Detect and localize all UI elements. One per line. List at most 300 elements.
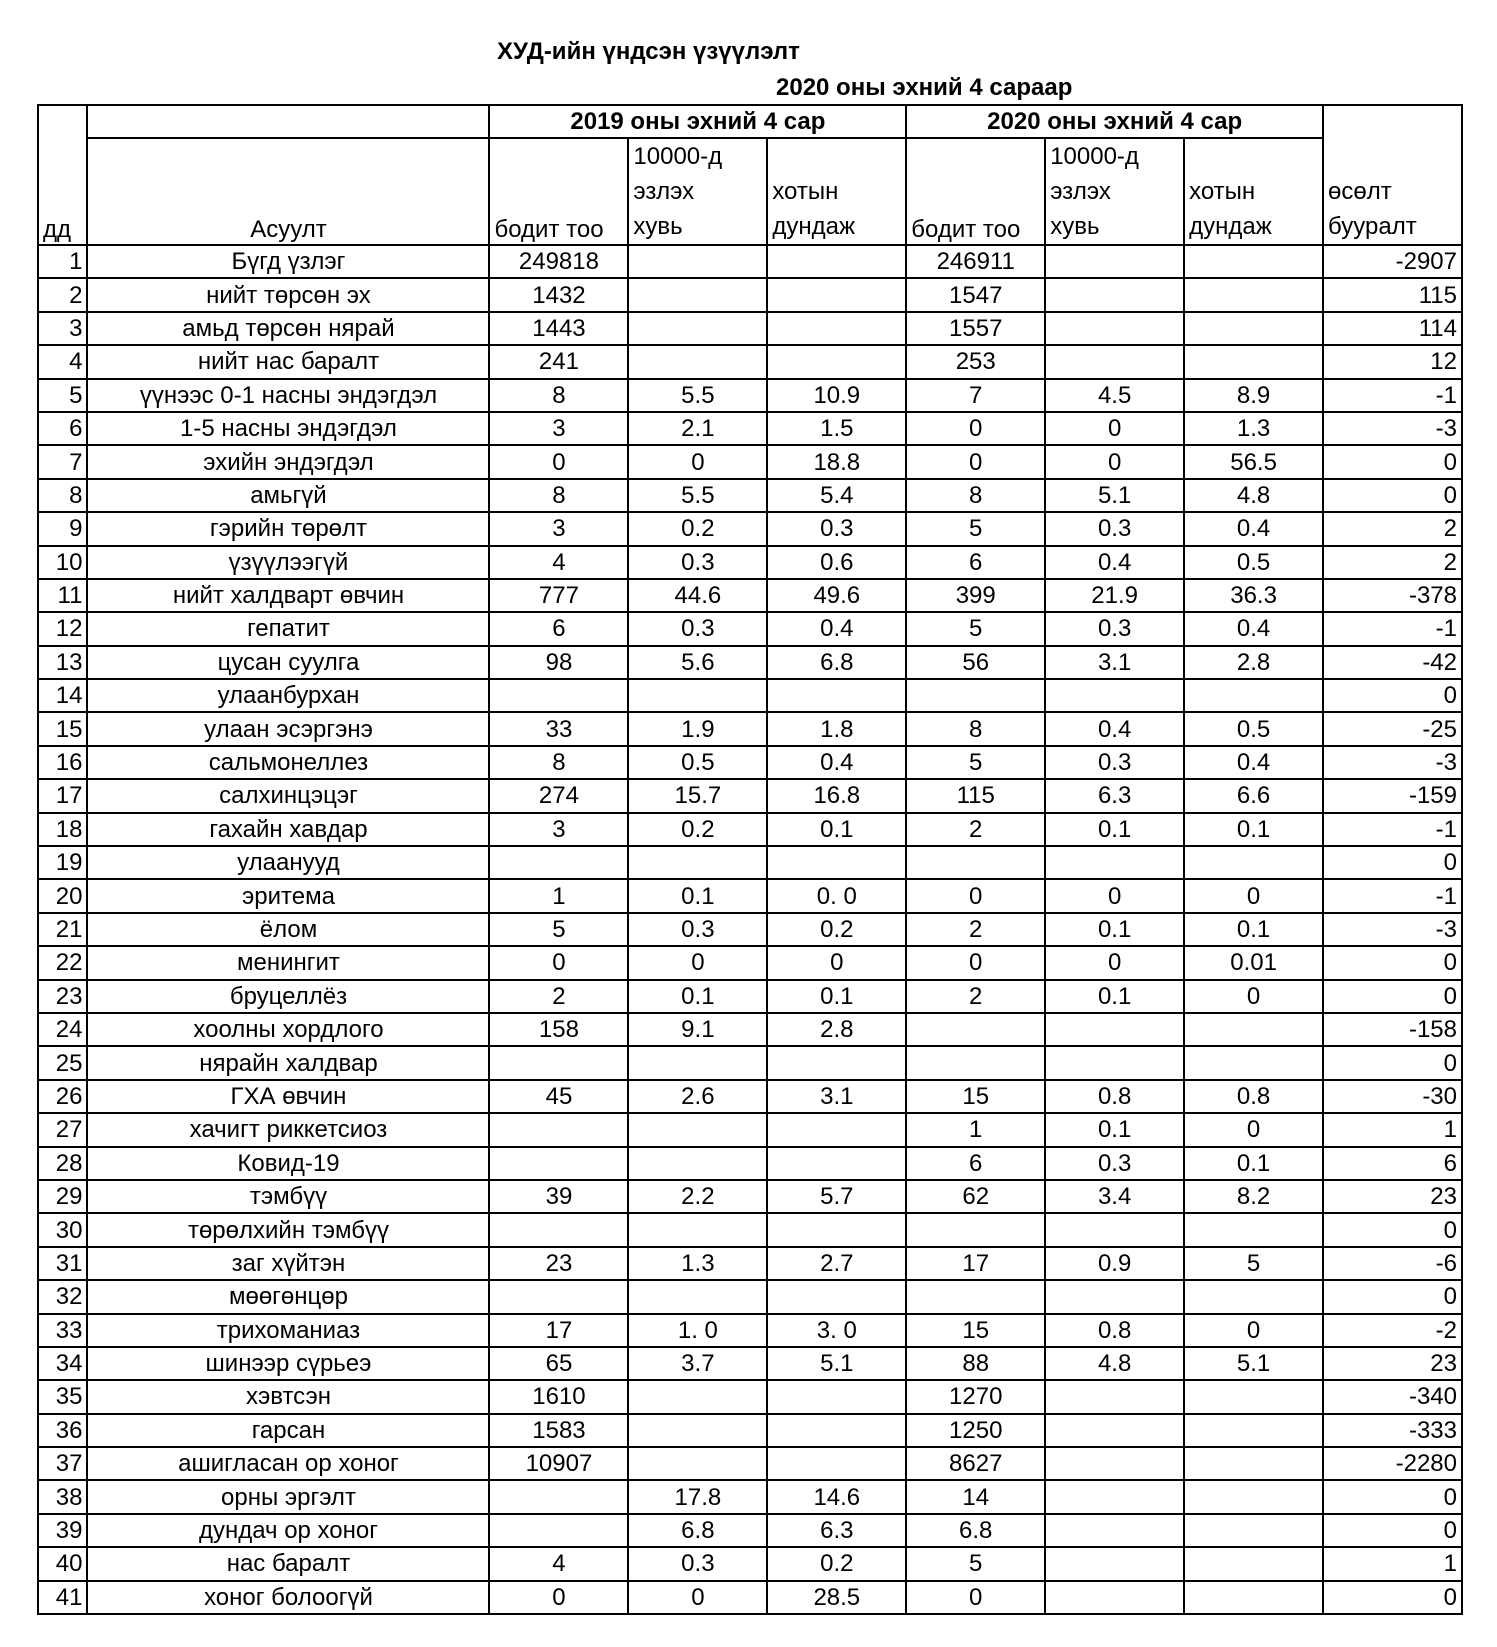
rate-2019-cell: 0 bbox=[628, 445, 767, 478]
rate-2019-cell: 2.6 bbox=[628, 1080, 767, 1113]
city-avg-2019-cell: 0.2 bbox=[767, 1547, 906, 1580]
city-avg-2019-cell: 1.5 bbox=[767, 412, 906, 445]
city-avg-2020-cell: 0.8 bbox=[1184, 1080, 1323, 1113]
row-number-cell: 17 bbox=[38, 779, 87, 812]
city-2019-header bbox=[767, 138, 906, 245]
rate-2019-cell bbox=[628, 1213, 767, 1246]
question-cell: бруцеллёз bbox=[87, 980, 489, 1013]
rate-2019-cell: 1. 0 bbox=[628, 1314, 767, 1347]
table-row bbox=[38, 1247, 1462, 1280]
actual-2020-cell bbox=[906, 679, 1045, 712]
actual-2020-cell: 5 bbox=[906, 746, 1045, 779]
change-header-cell bbox=[1323, 105, 1462, 245]
rate-2019-cell: 0.2 bbox=[628, 512, 767, 545]
actual-2020-cell: 1270 bbox=[906, 1380, 1045, 1413]
row-number-cell: 14 bbox=[38, 679, 87, 712]
actual-2019-cell: 3 bbox=[489, 813, 628, 846]
rate-2020-cell bbox=[1045, 1447, 1184, 1480]
rate-2019-cell bbox=[628, 1447, 767, 1480]
question-cell: гепатит bbox=[87, 612, 489, 645]
city-2019-line-1: хотын bbox=[772, 178, 839, 205]
city-avg-2020-cell: 4.8 bbox=[1184, 479, 1323, 512]
rate-2019-cell: 44.6 bbox=[628, 579, 767, 612]
row-number-cell: 34 bbox=[38, 1347, 87, 1380]
question-cell: мөөгөнцөр bbox=[87, 1280, 489, 1313]
dd-header-cell: дд bbox=[38, 105, 87, 245]
table-row bbox=[38, 445, 1462, 478]
actual-2019-cell: 241 bbox=[489, 345, 628, 378]
indicator-table bbox=[37, 104, 1463, 1615]
city-avg-2019-cell bbox=[767, 345, 906, 378]
actual-2019-cell: 1610 bbox=[489, 1380, 628, 1413]
actual-2019-cell bbox=[489, 1280, 628, 1313]
actual-2019-cell bbox=[489, 1147, 628, 1180]
table-row bbox=[38, 946, 1462, 979]
row-number-cell: 11 bbox=[38, 579, 87, 612]
rate-2020-cell bbox=[1045, 1480, 1184, 1513]
change-cell: 6 bbox=[1323, 1147, 1462, 1180]
rate-2020-cell: 3.4 bbox=[1045, 1180, 1184, 1213]
row-number-cell: 18 bbox=[38, 813, 87, 846]
rate-2019-cell: 2.2 bbox=[628, 1180, 767, 1213]
rate-2020-cell: 0.3 bbox=[1045, 1147, 1184, 1180]
question-cell: гарсан bbox=[87, 1414, 489, 1447]
table-row bbox=[38, 412, 1462, 445]
city-2020-line-2: дундаж bbox=[1189, 213, 1272, 240]
rate-2020-cell bbox=[1045, 245, 1184, 278]
rate-2019-cell: 3.7 bbox=[628, 1347, 767, 1380]
actual-2020-cell: 1547 bbox=[906, 278, 1045, 311]
rate-2020-cell: 0 bbox=[1045, 445, 1184, 478]
question-cell: амьгүй bbox=[87, 479, 489, 512]
city-avg-2020-cell: 0 bbox=[1184, 1314, 1323, 1347]
actual-2020-cell: 8627 bbox=[906, 1447, 1045, 1480]
rate-2020-cell bbox=[1045, 312, 1184, 345]
change-cell: -340 bbox=[1323, 1380, 1462, 1413]
actual-2019-cell bbox=[489, 679, 628, 712]
city-avg-2019-cell: 18.8 bbox=[767, 445, 906, 478]
change-cell: 0 bbox=[1323, 479, 1462, 512]
rate-2019-cell: 0 bbox=[628, 1581, 767, 1614]
city-avg-2019-cell: 10.9 bbox=[767, 379, 906, 412]
change-cell: -378 bbox=[1323, 579, 1462, 612]
actual-2020-cell: 62 bbox=[906, 1180, 1045, 1213]
rate-2019-cell: 1.9 bbox=[628, 712, 767, 745]
change-header-text bbox=[1328, 174, 1457, 244]
change-cell: -1 bbox=[1323, 379, 1462, 412]
city-avg-2019-cell bbox=[767, 1380, 906, 1413]
actual-2019-cell: 98 bbox=[489, 646, 628, 679]
question-cell: ёлом bbox=[87, 913, 489, 946]
actual-2019-cell bbox=[489, 1514, 628, 1547]
actual-2019-cell: 33 bbox=[489, 712, 628, 745]
actual-2019-cell bbox=[489, 1213, 628, 1246]
question-cell: ашигласан ор хоног bbox=[87, 1447, 489, 1480]
table-row bbox=[38, 1180, 1462, 1213]
actual-2019-cell: 3 bbox=[489, 512, 628, 545]
rate-2020-header bbox=[1045, 138, 1184, 245]
table-row bbox=[38, 278, 1462, 311]
row-number-cell: 27 bbox=[38, 1113, 87, 1146]
change-cell: -42 bbox=[1323, 646, 1462, 679]
rate-2019-cell: 1.3 bbox=[628, 1247, 767, 1280]
row-number-cell: 19 bbox=[38, 846, 87, 879]
question-cell: Ковид-19 bbox=[87, 1147, 489, 1180]
table-row bbox=[38, 1480, 1462, 1513]
city-avg-2020-cell: 0.4 bbox=[1184, 512, 1323, 545]
table-row bbox=[38, 1280, 1462, 1313]
change-cell: 2 bbox=[1323, 546, 1462, 579]
question-cell: нас баралт bbox=[87, 1547, 489, 1580]
actual-2019-cell: 1432 bbox=[489, 278, 628, 311]
city-avg-2019-cell: 2.8 bbox=[767, 1013, 906, 1046]
actual-2019-cell: 5 bbox=[489, 913, 628, 946]
city-avg-2019-cell: 0.6 bbox=[767, 546, 906, 579]
actual-2020-cell: 1557 bbox=[906, 312, 1045, 345]
city-avg-2020-cell bbox=[1184, 1581, 1323, 1614]
rate-2019-cell bbox=[628, 1046, 767, 1079]
change-cell: -1 bbox=[1323, 612, 1462, 645]
city-avg-2019-cell bbox=[767, 1280, 906, 1313]
city-avg-2019-cell bbox=[767, 278, 906, 311]
actual-2020-cell: 88 bbox=[906, 1347, 1045, 1380]
rate-2019-cell bbox=[628, 1380, 767, 1413]
question-cell: трихоманиаз bbox=[87, 1314, 489, 1347]
actual-2020-cell bbox=[906, 1046, 1045, 1079]
change-cell: -6 bbox=[1323, 1247, 1462, 1280]
city-avg-2020-cell: 0.4 bbox=[1184, 746, 1323, 779]
table-row bbox=[38, 1347, 1462, 1380]
city-avg-2019-cell bbox=[767, 679, 906, 712]
actual-2020-cell: 5 bbox=[906, 612, 1045, 645]
question-cell: төрөлхийн тэмбүү bbox=[87, 1213, 489, 1246]
blank-header-cell bbox=[87, 105, 489, 138]
rate-2019-cell: 5.5 bbox=[628, 479, 767, 512]
row-number-cell: 32 bbox=[38, 1280, 87, 1313]
city-avg-2019-cell: 6.8 bbox=[767, 646, 906, 679]
table-row bbox=[38, 1380, 1462, 1413]
rate-2019-cell: 0.3 bbox=[628, 913, 767, 946]
row-number-cell: 5 bbox=[38, 379, 87, 412]
question-cell: Бүгд үзлэг bbox=[87, 245, 489, 278]
city-avg-2020-cell: 0.1 bbox=[1184, 1147, 1323, 1180]
city-avg-2019-cell: 6.3 bbox=[767, 1514, 906, 1547]
actual-2020-cell: 1250 bbox=[906, 1414, 1045, 1447]
change-cell: 23 bbox=[1323, 1180, 1462, 1213]
city-avg-2020-cell bbox=[1184, 846, 1323, 879]
city-avg-2019-cell bbox=[767, 245, 906, 278]
city-avg-2019-cell bbox=[767, 1447, 906, 1480]
table-row bbox=[38, 312, 1462, 345]
rate-2020-cell: 0.1 bbox=[1045, 813, 1184, 846]
question-cell: ГХА өвчин bbox=[87, 1080, 489, 1113]
row-number-cell: 8 bbox=[38, 479, 87, 512]
change-cell: 1 bbox=[1323, 1547, 1462, 1580]
rate-2020-cell: 21.9 bbox=[1045, 579, 1184, 612]
row-number-cell: 35 bbox=[38, 1380, 87, 1413]
city-avg-2019-cell: 2.7 bbox=[767, 1247, 906, 1280]
city-avg-2019-cell: 0.1 bbox=[767, 813, 906, 846]
city-avg-2019-cell: 5.4 bbox=[767, 479, 906, 512]
city-avg-2019-cell: 14.6 bbox=[767, 1480, 906, 1513]
actual-2019-cell: 777 bbox=[489, 579, 628, 612]
rate-2020-cell bbox=[1045, 846, 1184, 879]
row-number-cell: 38 bbox=[38, 1480, 87, 1513]
table-row bbox=[38, 980, 1462, 1013]
rate-2019-header bbox=[628, 138, 767, 245]
row-number-cell: 3 bbox=[38, 312, 87, 345]
actual-2020-cell: 0 bbox=[906, 879, 1045, 912]
actual-2020-cell: 5 bbox=[906, 1547, 1045, 1580]
city-avg-2020-cell: 0.1 bbox=[1184, 813, 1323, 846]
city-avg-2019-cell: 0 bbox=[767, 946, 906, 979]
change-cell: -2907 bbox=[1323, 245, 1462, 278]
city-avg-2020-cell bbox=[1184, 278, 1323, 311]
actual-2020-cell bbox=[906, 1213, 1045, 1246]
actual-2019-cell: 10907 bbox=[489, 1447, 628, 1480]
rate-2020-cell: 0.3 bbox=[1045, 612, 1184, 645]
table-row bbox=[38, 646, 1462, 679]
city-avg-2019-cell: 16.8 bbox=[767, 779, 906, 812]
rate-2020-cell bbox=[1045, 679, 1184, 712]
row-number-cell: 4 bbox=[38, 345, 87, 378]
column-header-row bbox=[38, 138, 1462, 245]
table-row bbox=[38, 245, 1462, 278]
row-number-cell: 25 bbox=[38, 1046, 87, 1079]
question-cell: орны эргэлт bbox=[87, 1480, 489, 1513]
table-row bbox=[38, 1080, 1462, 1113]
rate-2020-cell bbox=[1045, 1046, 1184, 1079]
actual-2019-cell: 274 bbox=[489, 779, 628, 812]
actual-2020-cell: 0 bbox=[906, 1581, 1045, 1614]
question-cell: заг хүйтэн bbox=[87, 1247, 489, 1280]
row-number-cell: 28 bbox=[38, 1147, 87, 1180]
actual-2020-cell bbox=[906, 1280, 1045, 1313]
change-cell: -1 bbox=[1323, 813, 1462, 846]
table-body bbox=[38, 105, 1462, 1614]
rate-2020-cell: 5.1 bbox=[1045, 479, 1184, 512]
rate-2020-cell: 0.1 bbox=[1045, 1113, 1184, 1146]
city-avg-2019-cell bbox=[767, 1147, 906, 1180]
table-row bbox=[38, 846, 1462, 879]
city-avg-2020-cell bbox=[1184, 312, 1323, 345]
actual-2019-cell: 4 bbox=[489, 1547, 628, 1580]
actual-2020-cell bbox=[906, 846, 1045, 879]
question-cell: хоолны хордлого bbox=[87, 1013, 489, 1046]
group-2020-header: 2020 оны эхний 4 сар bbox=[906, 105, 1323, 138]
actual-2019-cell: 1443 bbox=[489, 312, 628, 345]
change-cell: 0 bbox=[1323, 1046, 1462, 1079]
rate-2019-cell: 0 bbox=[628, 946, 767, 979]
change-header-line-2: бууралт bbox=[1328, 213, 1417, 240]
rate-2020-cell bbox=[1045, 1581, 1184, 1614]
actual-2020-cell: 6.8 bbox=[906, 1514, 1045, 1547]
rate-2020-cell: 0.1 bbox=[1045, 913, 1184, 946]
city-avg-2020-cell: 6.6 bbox=[1184, 779, 1323, 812]
actual-2019-cell: 8 bbox=[489, 479, 628, 512]
change-cell: -2280 bbox=[1323, 1447, 1462, 1480]
question-cell: нярайн халдвар bbox=[87, 1046, 489, 1079]
actual-2019-cell: 1 bbox=[489, 879, 628, 912]
question-cell: салхинцэцэг bbox=[87, 779, 489, 812]
change-cell: 0 bbox=[1323, 445, 1462, 478]
row-number-cell: 2 bbox=[38, 278, 87, 311]
city-avg-2020-cell: 8.2 bbox=[1184, 1180, 1323, 1213]
table-row bbox=[38, 546, 1462, 579]
question-cell: улаанууд bbox=[87, 846, 489, 879]
actual-2019-cell bbox=[489, 1480, 628, 1513]
rate-2019-cell: 0.1 bbox=[628, 980, 767, 1013]
table-row bbox=[38, 1113, 1462, 1146]
actual-2020-cell: 7 bbox=[906, 379, 1045, 412]
row-number-cell: 10 bbox=[38, 546, 87, 579]
actual-2019-cell: 8 bbox=[489, 379, 628, 412]
city-avg-2020-cell bbox=[1184, 345, 1323, 378]
rate-2019-cell: 5.6 bbox=[628, 646, 767, 679]
question-cell: гэрийн төрөлт bbox=[87, 512, 489, 545]
city-avg-2019-cell: 3. 0 bbox=[767, 1314, 906, 1347]
city-avg-2019-cell: 28.5 bbox=[767, 1581, 906, 1614]
actual-2020-header: бодит тоо bbox=[906, 138, 1045, 245]
row-number-cell: 20 bbox=[38, 879, 87, 912]
actual-2019-cell: 17 bbox=[489, 1314, 628, 1347]
row-number-cell: 26 bbox=[38, 1080, 87, 1113]
question-cell: хоног болоогүй bbox=[87, 1581, 489, 1614]
change-cell: -2 bbox=[1323, 1314, 1462, 1347]
rate-2020-cell: 0.9 bbox=[1045, 1247, 1184, 1280]
change-cell: -1 bbox=[1323, 879, 1462, 912]
row-number-cell: 39 bbox=[38, 1514, 87, 1547]
table-row bbox=[38, 1013, 1462, 1046]
city-avg-2019-cell: 0.2 bbox=[767, 913, 906, 946]
rate-2019-cell: 0.2 bbox=[628, 813, 767, 846]
question-cell: амьд төрсөн нярай bbox=[87, 312, 489, 345]
actual-2020-cell: 6 bbox=[906, 1147, 1045, 1180]
city-avg-2020-cell: 0.5 bbox=[1184, 712, 1323, 745]
city-avg-2020-cell: 0 bbox=[1184, 980, 1323, 1013]
actual-2020-cell: 15 bbox=[906, 1314, 1045, 1347]
actual-2019-cell: 0 bbox=[489, 1581, 628, 1614]
group-header-row bbox=[38, 105, 1462, 138]
actual-2019-cell: 249818 bbox=[489, 245, 628, 278]
city-avg-2019-cell: 0. 0 bbox=[767, 879, 906, 912]
rate-2019-line-1: 10000-д bbox=[633, 143, 723, 170]
row-number-cell: 33 bbox=[38, 1314, 87, 1347]
change-cell: -30 bbox=[1323, 1080, 1462, 1113]
actual-2020-cell: 6 bbox=[906, 546, 1045, 579]
rate-2020-cell bbox=[1045, 1280, 1184, 1313]
rate-2020-cell: 3.1 bbox=[1045, 646, 1184, 679]
question-cell: шинээр сүрьеэ bbox=[87, 1347, 489, 1380]
rate-2019-cell bbox=[628, 345, 767, 378]
actual-2020-cell: 17 bbox=[906, 1247, 1045, 1280]
actual-2019-cell: 0 bbox=[489, 946, 628, 979]
change-cell: -25 bbox=[1323, 712, 1462, 745]
question-cell: нийт нас баралт bbox=[87, 345, 489, 378]
rate-2020-cell: 4.5 bbox=[1045, 379, 1184, 412]
city-avg-2020-cell: 0.4 bbox=[1184, 612, 1323, 645]
city-avg-2020-cell bbox=[1184, 1280, 1323, 1313]
city-avg-2020-cell: 5.1 bbox=[1184, 1347, 1323, 1380]
rate-2020-cell: 0.3 bbox=[1045, 512, 1184, 545]
change-cell: 0 bbox=[1323, 679, 1462, 712]
city-avg-2019-cell: 5.1 bbox=[767, 1347, 906, 1380]
change-cell: 12 bbox=[1323, 345, 1462, 378]
change-cell: 115 bbox=[1323, 278, 1462, 311]
city-avg-2020-cell: 2.8 bbox=[1184, 646, 1323, 679]
city-avg-2020-cell bbox=[1184, 1380, 1323, 1413]
table-row bbox=[38, 1447, 1462, 1480]
row-number-cell: 36 bbox=[38, 1414, 87, 1447]
change-cell: 114 bbox=[1323, 312, 1462, 345]
actual-2019-cell: 1583 bbox=[489, 1414, 628, 1447]
rate-2019-cell bbox=[628, 1280, 767, 1313]
question-cell: цусан суулга bbox=[87, 646, 489, 679]
actual-2019-cell: 6 bbox=[489, 612, 628, 645]
city-avg-2019-cell bbox=[767, 1213, 906, 1246]
table-row bbox=[38, 679, 1462, 712]
rate-2019-cell bbox=[628, 846, 767, 879]
actual-2019-cell bbox=[489, 1046, 628, 1079]
rate-2019-cell: 9.1 bbox=[628, 1013, 767, 1046]
rate-2019-cell bbox=[628, 312, 767, 345]
rate-2020-cell: 0 bbox=[1045, 412, 1184, 445]
city-avg-2019-cell: 0.3 bbox=[767, 512, 906, 545]
question-cell: сальмонеллез bbox=[87, 746, 489, 779]
row-number-cell: 6 bbox=[38, 412, 87, 445]
city-avg-2020-cell bbox=[1184, 1547, 1323, 1580]
rate-2020-line-3: хувь bbox=[1050, 213, 1100, 240]
actual-2020-cell: 2 bbox=[906, 980, 1045, 1013]
city-avg-2019-cell bbox=[767, 1046, 906, 1079]
question-cell: тэмбүү bbox=[87, 1180, 489, 1213]
rate-2020-cell bbox=[1045, 1213, 1184, 1246]
actual-2020-cell: 8 bbox=[906, 712, 1045, 745]
change-cell: 0 bbox=[1323, 946, 1462, 979]
row-number-cell: 15 bbox=[38, 712, 87, 745]
city-avg-2019-cell: 0.4 bbox=[767, 746, 906, 779]
city-avg-2019-cell bbox=[767, 1414, 906, 1447]
table-row bbox=[38, 1213, 1462, 1246]
change-cell: 0 bbox=[1323, 1514, 1462, 1547]
actual-2020-cell: 253 bbox=[906, 345, 1045, 378]
change-cell: 1 bbox=[1323, 1113, 1462, 1146]
actual-2019-header: бодит тоо bbox=[489, 138, 628, 245]
rate-2020-cell: 0.4 bbox=[1045, 712, 1184, 745]
actual-2020-cell: 0 bbox=[906, 445, 1045, 478]
city-2019-line-2: дундаж bbox=[772, 213, 855, 240]
question-cell: улаан эсэргэнэ bbox=[87, 712, 489, 745]
row-number-cell: 30 bbox=[38, 1213, 87, 1246]
city-avg-2020-cell: 0.01 bbox=[1184, 946, 1323, 979]
city-avg-2019-cell bbox=[767, 1113, 906, 1146]
actual-2020-cell: 56 bbox=[906, 646, 1045, 679]
change-cell: 0 bbox=[1323, 1480, 1462, 1513]
table-row bbox=[38, 1414, 1462, 1447]
city-avg-2020-cell bbox=[1184, 1013, 1323, 1046]
table-row bbox=[38, 479, 1462, 512]
actual-2020-cell: 0 bbox=[906, 946, 1045, 979]
actual-2019-cell: 23 bbox=[489, 1247, 628, 1280]
rate-2019-cell bbox=[628, 1147, 767, 1180]
page-title: ХУД-ийн үндсэн үзүүлэлт bbox=[497, 38, 800, 65]
row-number-cell: 24 bbox=[38, 1013, 87, 1046]
rate-2020-cell: 4.8 bbox=[1045, 1347, 1184, 1380]
change-cell: 0 bbox=[1323, 1280, 1462, 1313]
actual-2019-cell: 8 bbox=[489, 746, 628, 779]
row-number-cell: 12 bbox=[38, 612, 87, 645]
row-number-cell: 22 bbox=[38, 946, 87, 979]
